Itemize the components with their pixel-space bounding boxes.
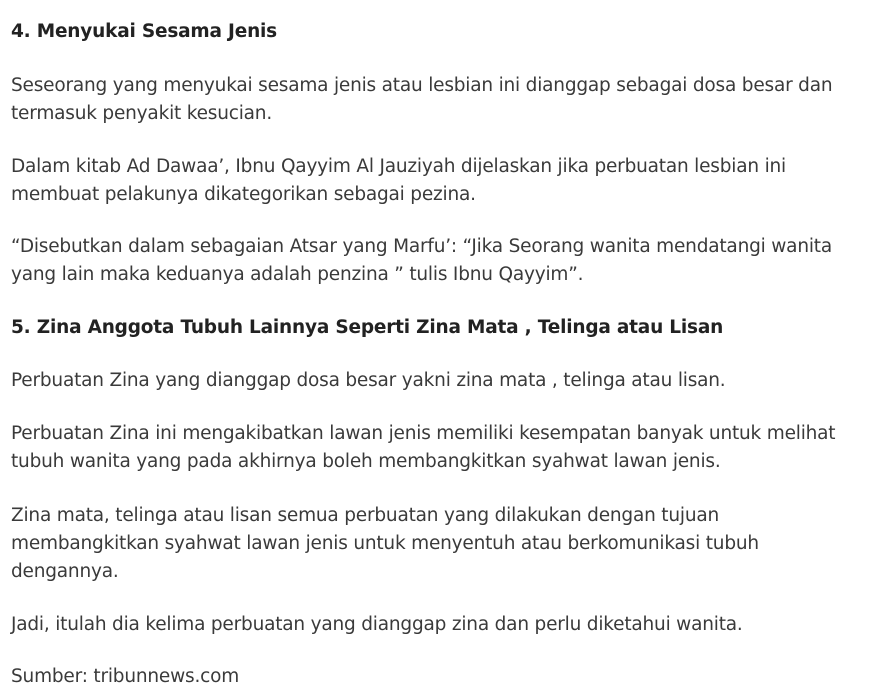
section-4-paragraph-1: Seseorang yang menyukai sesama jenis atau lesbian ini dianggap sebagai dosa besar dan termasuk penyakit kesucian. xyxy=(11,75,833,124)
section-4-heading: 4. Menyukai Sesama Jenis xyxy=(11,21,277,42)
section-5-paragraph-4: Jadi, itulah dia kelima perbuatan yang dianggap zina dan perlu diketahui wanita. xyxy=(11,614,743,635)
section-5-paragraph-1: Perbuatan Zina yang dianggap dosa besar yakni zina mata , telinga atau lisan. xyxy=(11,370,726,391)
section-5-heading: 5. Zina Anggota Tubuh Lainnya Seperti Zina Mata , Telinga atau Lisan xyxy=(11,317,724,338)
section-5-paragraph-3: Zina mata, telinga atau lisan semua perbuatan yang dilakukan dengan tujuan membangkitkan syahwat lawan jenis untuk menyentuh atau berkomunikasi tubuh dengannya. xyxy=(11,505,759,582)
section-4-paragraph-3: “Disebutkan dalam sebagaian Atsar yang Marfu’: “Jika Seorang wanita mendatangi wanita yang lain maka keduanya adalah penzina ” tulis Ibnu Qayyim”. xyxy=(11,236,832,285)
source-credit: Sumber: tribunnews.com xyxy=(11,666,240,687)
section-5-paragraph-2: Perbuatan Zina ini mengakibatkan lawan jenis memiliki kesempatan banyak untuk melihat tubuh wanita yang pada akhirnya boleh membangkitkan syahwat lawan jenis. xyxy=(11,423,836,472)
section-4-paragraph-2: Dalam kitab Ad Dawaa’, Ibnu Qayyim Al Jauziyah dijelaskan jika perbuatan lesbian ini membuat pelakunya dikategorikan sebagai pezina. xyxy=(11,156,786,205)
